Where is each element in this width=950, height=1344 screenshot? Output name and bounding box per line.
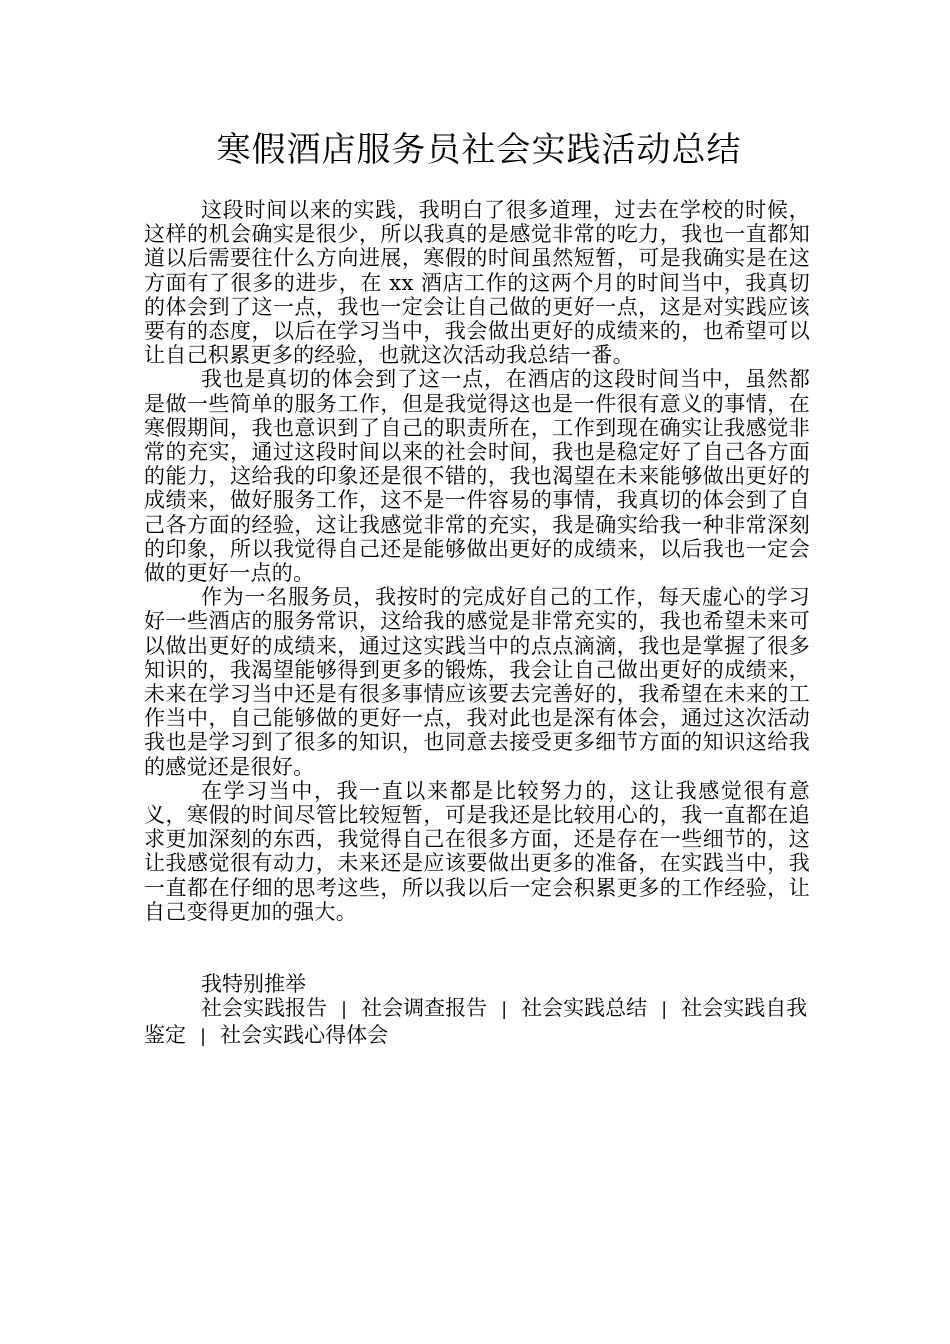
paragraph-2: 我也是真切的体会到了这一点，在酒店的这段时间当中，虽然都是做一些简单的服务工作，但是我觉得这也是一件很有意义的事情，在寒假期间，我也意识到了自己的职责所在，工作到现在确实让我感觉非常的充实，通过这段时间以来的社会时间，我也是稳定好了自己各方面的能力，这给我的印象还是很不错的，我也渴望在未来能够做出更好的成绩来，做好服务工作，这不是一件容易的事情，我真切的体会到了自己各方面的经验，这让我感觉非常的充实，我是确实给我一种非常深刻的印象，所以我觉得自己还是能够做出更好的成绩来，以后我也一定会做的更好一点的。 [144, 367, 810, 586]
link-social-practice-report[interactable]: 社会实践报告 [201, 996, 327, 1021]
document-title: 寒假酒店服务员社会实践活动总结 [216, 130, 742, 170]
link-separator: | [661, 999, 668, 1021]
link-separator: | [200, 1025, 207, 1047]
recommend-section [144, 972, 824, 1049]
recommend-links [144, 996, 810, 1048]
document-page [144, 0, 824, 1049]
link-social-practice-self-appraisal[interactable]: 社会实践自我鉴定 [144, 996, 808, 1047]
link-separator: | [341, 999, 348, 1021]
paragraph-4: 在学习当中，我一直以来都是比较努力的，这让我感觉很有意义，寒假的时间尽管比较短暂，可是我还是比较用心的，我一直都在追求更加深刻的东西，我觉得自己在很多方面，还是存在一些细节的，这让我感觉很有动力，未来还是应该要做出更多的准备，在实践当中，我一直都在仔细的思考这些，所以我以后一定会积累更多的工作经验，让自己变得更加的强大。 [144, 778, 810, 924]
document-body [144, 198, 824, 924]
link-social-practice-summary[interactable]: 社会实践总结 [521, 996, 648, 1021]
link-separator: | [501, 999, 508, 1021]
recommend-heading: 我特别推举 [201, 972, 306, 997]
paragraph-3: 作为一名服务员，我按时的完成好自己的工作，每天虚心的学习好一些酒店的服务常识，这给我的感觉是非常充实的，我也希望未来可以做出更好的成绩来，通过这实践当中的点点滴滴，我也是掌握了很多知识的，我渴望能够得到更多的锻炼，我会让自己做出更好的成绩来，未来在学习当中还是有很多事情应该要去完善好的，我希望在未来的工作当中，自己能够做的更好一点，我对此也是深有体会，通过这次活动我也是学习到了很多的知识，也同意去接受更多细节方面的知识这给我的感觉还是很好。 [144, 585, 810, 779]
link-social-practice-experience[interactable]: 社会实践心得体会 [220, 1022, 389, 1047]
paragraph-1: 这段时间以来的实践，我明白了很多道理，过去在学校的时候，这样的机会确实是很少，所以我真的是感觉非常的吃力，我也一直都知道以后需要往什么方向进展，寒假的时间虽然短暂，可是我确实是在这方面有了很多的进步，在 xx 酒店工作的这两个月的时间当中，我真切的体会到了这一点，我也一定会让自己做的更好一点，这是对实践应该要有的态度，以后在学习当中，我会做出更好的成绩来的，也希望可以让自己积累更多的经验，也就这次活动我总结一番。 [144, 198, 810, 368]
link-social-survey-report[interactable]: 社会调查报告 [361, 996, 488, 1021]
